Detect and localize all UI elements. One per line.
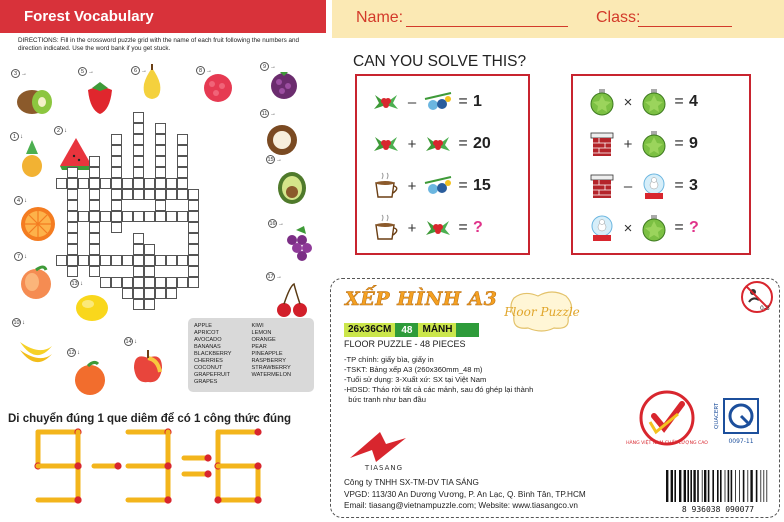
crossword-cell[interactable]: [111, 145, 122, 156]
fruit-label-16: 16 →: [269, 220, 284, 227]
crossword-cell[interactable]: [89, 266, 100, 277]
crossword-cell[interactable]: [67, 211, 78, 222]
word-bank-column-1: [194, 323, 232, 386]
quacert-text: QUACERT: [714, 402, 720, 429]
apple-icon: [128, 346, 168, 386]
crossword-cell[interactable]: [155, 211, 166, 222]
ornaments-icon: [423, 171, 453, 201]
quacert-code: 0097-11: [728, 438, 754, 445]
operator: –: [407, 93, 417, 111]
peach-icon: [16, 262, 56, 302]
barcode-bar: [731, 470, 733, 502]
equation-row: [371, 210, 483, 246]
crossword-cell[interactable]: [122, 255, 133, 266]
crossword-cell[interactable]: [56, 255, 67, 266]
equation-box-ornaments: [571, 74, 751, 255]
chimney-icon: [587, 171, 617, 201]
crossword-cell[interactable]: [155, 178, 166, 189]
equation-result: ?: [689, 219, 699, 236]
crossword-cell[interactable]: [78, 211, 89, 222]
crossword-cell[interactable]: [188, 233, 199, 244]
word-bank-entry: WATERMELON: [251, 372, 291, 378]
crossword-cell[interactable]: [111, 178, 122, 189]
crossword-cell[interactable]: [67, 200, 78, 211]
matchstick-puzzle-title: Di chuyển đúng 1 que diêm để có 1 công thức đúng: [8, 413, 292, 425]
crossword-cell[interactable]: [144, 277, 155, 288]
crossword-cell[interactable]: [188, 266, 199, 277]
crossword-cell[interactable]: [133, 167, 144, 178]
holly-icon: [371, 129, 401, 159]
crossword-cell[interactable]: [100, 255, 111, 266]
word-bank-entry: ORANGE: [251, 337, 276, 343]
barcode-bar: [717, 470, 719, 502]
crossword-cell[interactable]: [144, 178, 155, 189]
equals-sign: =: [458, 93, 468, 110]
crossword-cell[interactable]: [155, 167, 166, 178]
crossword-cell[interactable]: [111, 222, 122, 233]
crossword-cell[interactable]: [155, 255, 166, 266]
word-bank-entry: BANANAS: [194, 344, 221, 350]
company-line: VPGD: 113/30 An Dương Vương, P. An Lạc, Q. Bình Tân, TP.HCM: [344, 489, 586, 499]
company-line: Email: tiasang@vietnampuzzle.com; Website: www.tiasangco.vn: [344, 501, 578, 510]
crossword-cell[interactable]: [111, 167, 122, 178]
equation-row: [587, 168, 698, 204]
word-bank-entry: AVOCADO: [194, 337, 222, 343]
barcode: [660, 468, 776, 514]
equals-sign: =: [674, 93, 684, 110]
crossword-cell[interactable]: [67, 222, 78, 233]
blackberry-icon: [264, 64, 304, 104]
fruit-label-10: 10 ↓: [13, 319, 25, 326]
crossword-cell[interactable]: [133, 134, 144, 145]
crossword-cell[interactable]: [122, 288, 133, 299]
matchstick-head: [214, 496, 221, 503]
quality-badge: [626, 388, 708, 448]
crossword-cell[interactable]: [89, 222, 100, 233]
crossword-cell[interactable]: [188, 244, 199, 255]
crossword-cell[interactable]: [177, 255, 188, 266]
product-subtitle: FLOOR PUZZLE - 48 PIECES: [344, 339, 466, 349]
barcode-bar: [690, 470, 692, 502]
crossword-cell[interactable]: [89, 156, 100, 167]
crossword-cell[interactable]: [177, 211, 188, 222]
matchstick-head: [254, 428, 261, 435]
crossword-cell[interactable]: [89, 255, 100, 266]
equation-result: 20: [473, 135, 491, 152]
barcode-bar: [712, 470, 714, 502]
worksheet-title: Forest Vocabulary: [24, 8, 154, 25]
operator: +: [407, 135, 417, 153]
barcode-bar: [666, 470, 668, 502]
crossword-cell[interactable]: [111, 200, 122, 211]
fruit-label-9: 9 →: [260, 62, 276, 71]
crossword-cell[interactable]: [111, 277, 122, 288]
equation-row: [371, 168, 491, 204]
brand-name: TIASANG: [364, 464, 404, 472]
crossword-cell[interactable]: [155, 134, 166, 145]
operator: +: [623, 135, 633, 153]
info-line: -TSKT: Bảng xếp A3 (260x360mm_48 m): [344, 365, 483, 374]
crossword-cell[interactable]: [144, 288, 155, 299]
crossword-cell[interactable]: [100, 277, 111, 288]
barcode-bar: [763, 470, 764, 502]
operator: +: [407, 219, 417, 237]
ornaments-icon: [423, 87, 453, 117]
puzzle-title: CAN YOU SOLVE THIS?: [353, 53, 527, 70]
matchstick-head: [204, 470, 211, 477]
age-warning-icon: [740, 280, 774, 314]
crossword-cell[interactable]: [177, 145, 188, 156]
company-line: Công ty TNHH SX-TM-DV TIA SÁNG: [344, 478, 479, 487]
crossword-cell[interactable]: [89, 233, 100, 244]
word-bank-entry: RASPBERRY: [251, 358, 286, 364]
equals-sign: =: [458, 219, 468, 236]
barcode-bar: [671, 470, 673, 502]
crossword-cell[interactable]: [177, 178, 188, 189]
matchstick-head: [114, 462, 121, 469]
barcode-bar: [708, 470, 710, 502]
crossword-cell[interactable]: [67, 266, 78, 277]
pieces-count: 48: [401, 324, 413, 336]
crossword-cell[interactable]: [177, 167, 188, 178]
crossword-cell[interactable]: [144, 266, 155, 277]
class-label: Class:: [596, 9, 641, 26]
crossword-cell[interactable]: [133, 189, 144, 200]
crossword-cell[interactable]: [133, 112, 144, 123]
barcode-bar: [756, 470, 758, 502]
crossword-cell[interactable]: [177, 189, 188, 200]
fruit-label-7: 7 ↓: [14, 252, 27, 261]
equation-result: 3: [689, 177, 698, 194]
matchstick-head: [74, 462, 81, 469]
barcode-bar: [766, 470, 767, 502]
word-bank-entry: APPLE: [194, 323, 213, 329]
crossword-worksheet: [0, 0, 326, 522]
crossword-cell[interactable]: [188, 222, 199, 233]
name-label: Name:: [356, 9, 404, 26]
crossword-cell[interactable]: [133, 145, 144, 156]
word-bank-entry: CHERRIES: [194, 358, 223, 364]
holly-icon: [371, 87, 401, 117]
quality-badge-text: HÀNG VIỆT NAM CHẤT LƯỢNG CAO: [626, 441, 708, 446]
class-field[interactable]: [638, 26, 732, 27]
crossword-cell[interactable]: [100, 211, 111, 222]
equation-row: [587, 84, 698, 120]
matchstick-head: [204, 454, 211, 461]
crossword-cell[interactable]: [89, 244, 100, 255]
crossword-cell[interactable]: [133, 299, 144, 310]
barcode-bar: [684, 470, 686, 502]
cherries-icon: [272, 280, 312, 320]
crossword-cell[interactable]: [133, 244, 144, 255]
operator: +: [407, 177, 417, 195]
size-text: 26x36CM: [344, 323, 395, 337]
crossword-cell[interactable]: [188, 189, 199, 200]
company-info: [344, 477, 586, 512]
crossword-cell[interactable]: [56, 178, 67, 189]
word-bank-entry: GRAPEFRUIT: [194, 372, 231, 378]
word-bank-entry: STRAWBERRY: [251, 365, 291, 371]
barcode-bar: [693, 470, 695, 502]
barcode-bars: [666, 470, 767, 502]
crossword-cell[interactable]: [144, 255, 155, 266]
orange-icon: [18, 204, 58, 244]
crossword-cell[interactable]: [122, 178, 133, 189]
avocado-icon: [272, 166, 312, 206]
snow-globe-icon: [639, 171, 669, 201]
crossword-cell[interactable]: [133, 156, 144, 167]
pear-icon: [132, 62, 172, 102]
product-info-list: [344, 355, 644, 405]
crossword-cell[interactable]: [166, 211, 177, 222]
crossword-cell[interactable]: [67, 189, 78, 200]
equation-result: ?: [473, 219, 483, 236]
operator: ×: [623, 93, 633, 111]
pieces-word: MẢNH: [418, 323, 456, 337]
product-title: XẾP HÌNH A3: [345, 288, 498, 310]
equals-sign: =: [674, 135, 684, 152]
crossword-cell[interactable]: [67, 255, 78, 266]
equation-result: 4: [689, 93, 698, 110]
age-warning-text: 0-3: [760, 305, 770, 312]
crossword-grid: [56, 112, 256, 308]
barcode-bar: [750, 470, 752, 502]
bananas-icon: [16, 326, 56, 366]
word-bank-entry: PINEAPPLE: [251, 351, 283, 357]
directions-text: DIRECTIONS: Fill in the crossword puzzle grid with the name of each fruit following the numbers and direction indicated. Use the word bank if you get stuck.: [18, 37, 300, 52]
info-line: -HDSD: Tháo rời tất cả các mảnh, sau đó ghép lại thành: [344, 385, 534, 394]
barcode-bar: [725, 470, 726, 502]
crossword-cell[interactable]: [133, 211, 144, 222]
tiasang-logo: [346, 428, 426, 472]
crossword-cell[interactable]: [166, 178, 177, 189]
crossword-cell[interactable]: [111, 211, 122, 222]
crossword-cell[interactable]: [155, 145, 166, 156]
barcode-bar: [760, 470, 761, 502]
crossword-cell[interactable]: [144, 189, 155, 200]
grapefruit-icon: [70, 358, 110, 398]
holly-icon: [423, 129, 453, 159]
fruit-label-6: 6 →: [131, 66, 147, 75]
crossword-cell[interactable]: [177, 277, 188, 288]
crossword-cell[interactable]: [78, 178, 89, 189]
floor-puzzle-badge-text: Floor Puzzle: [504, 305, 580, 319]
equals-sign: =: [674, 219, 684, 236]
equation-box-holly: [355, 74, 530, 255]
crossword-cell[interactable]: [67, 178, 78, 189]
fruit-label-1: 1 ↓: [10, 132, 23, 141]
crossword-cell[interactable]: [188, 200, 199, 211]
crossword-cell[interactable]: [89, 178, 100, 189]
equals-sign: =: [458, 135, 468, 152]
fruit-label-2: 2 ↓: [54, 126, 67, 135]
word-bank-entry: KIWI: [251, 323, 264, 329]
info-line: -TP chính: giấy bìa, giấy in: [344, 355, 434, 364]
barcode-bar: [739, 470, 740, 502]
operator: ×: [623, 219, 633, 237]
word-bank-entry: LEMON: [251, 330, 272, 336]
crossword-cell[interactable]: [155, 123, 166, 134]
green-ball-icon: [639, 129, 669, 159]
crossword-cell[interactable]: [155, 277, 166, 288]
crossword-cell[interactable]: [89, 211, 100, 222]
crossword-cell[interactable]: [155, 189, 166, 200]
crossword-cell[interactable]: [166, 189, 177, 200]
size-bar: [344, 323, 479, 337]
matchstick-head: [254, 496, 261, 503]
fruit-label-8: 8 →: [196, 66, 212, 75]
barcode-bar: [735, 470, 736, 502]
info-line: bức tranh như ban đầu: [344, 395, 426, 404]
crossword-cell[interactable]: [188, 211, 199, 222]
kiwi-icon: [14, 80, 54, 120]
operator: –: [623, 177, 633, 195]
crossword-cell[interactable]: [155, 200, 166, 211]
holly-icon: [423, 213, 453, 243]
word-bank: [188, 318, 314, 392]
crossword-cell[interactable]: [166, 255, 177, 266]
barcode-bar: [679, 470, 681, 502]
equation-result: 9: [689, 135, 698, 152]
crossword-cell[interactable]: [122, 211, 133, 222]
fruit-label-11: 11 →: [261, 110, 276, 117]
barcode-bar: [674, 470, 676, 502]
crossword-cell[interactable]: [133, 266, 144, 277]
grapes-icon: [278, 224, 318, 264]
fruit-label-5: 5 →: [78, 67, 94, 76]
word-bank-column-2: [252, 323, 291, 386]
crossword-cell[interactable]: [111, 255, 122, 266]
word-bank-entry: COCONUT: [194, 365, 223, 371]
crossword-cell[interactable]: [144, 244, 155, 255]
equation-row: [371, 126, 491, 162]
crossword-cell[interactable]: [133, 277, 144, 288]
fruit-label-13: 13 ↓: [71, 280, 83, 287]
barcode-bar: [704, 470, 706, 502]
matchstick-equation: [30, 428, 300, 508]
barcode-bar: [747, 470, 748, 502]
crossword-cell[interactable]: [133, 288, 144, 299]
barcode-bar: [702, 470, 703, 502]
equation-result: 15: [473, 177, 491, 194]
crossword-cell[interactable]: [144, 211, 155, 222]
quacert-logo: [714, 397, 768, 447]
crossword-cell[interactable]: [166, 288, 177, 299]
crossword-cell[interactable]: [133, 233, 144, 244]
word-bank-entry: PEAR: [251, 344, 267, 350]
green-ball-icon: [639, 213, 669, 243]
crossword-cell[interactable]: [111, 134, 122, 145]
crossword-cell[interactable]: [133, 255, 144, 266]
crossword-cell[interactable]: [67, 233, 78, 244]
name-field[interactable]: [406, 26, 568, 27]
snow-globe-icon: [587, 213, 617, 243]
crossword-cell[interactable]: [155, 288, 166, 299]
crossword-cell[interactable]: [177, 134, 188, 145]
crossword-cell[interactable]: [122, 189, 133, 200]
crossword-cell[interactable]: [111, 189, 122, 200]
crossword-cell[interactable]: [78, 255, 89, 266]
crossword-cell[interactable]: [177, 156, 188, 167]
chimney-icon: [587, 129, 617, 159]
crossword-cell[interactable]: [89, 200, 100, 211]
matchstick-head: [254, 462, 261, 469]
crossword-cell[interactable]: [166, 277, 177, 288]
crossword-cell[interactable]: [67, 244, 78, 255]
barcode-bar: [720, 470, 722, 502]
fruit-label-14: 14 ↓: [125, 338, 137, 345]
crossword-cell[interactable]: [155, 156, 166, 167]
coffee-cup-icon: [371, 171, 401, 201]
fruit-label-3: 3 →: [11, 69, 27, 78]
barcode-bar: [743, 470, 745, 502]
floor-puzzle-badge: [504, 288, 580, 334]
matchstick-head: [164, 496, 171, 503]
crossword-cell[interactable]: [89, 189, 100, 200]
matchstick-head: [74, 496, 81, 503]
crossword-cell[interactable]: [100, 178, 111, 189]
fruit-label-15: 15 →: [267, 156, 282, 163]
crossword-cell[interactable]: [89, 167, 100, 178]
barcode-bar: [728, 470, 730, 502]
coffee-cup-icon: [371, 213, 401, 243]
crossword-cell[interactable]: [188, 277, 199, 288]
barcode-number: 8 936038 090077: [681, 505, 755, 514]
crossword-cell[interactable]: [133, 123, 144, 134]
green-ball-icon: [639, 87, 669, 117]
equation-row: [587, 210, 699, 246]
word-bank-entry: BLACKBERRY: [194, 351, 232, 357]
fruit-label-17: 17 →: [267, 273, 282, 280]
crossword-cell[interactable]: [133, 178, 144, 189]
crossword-cell[interactable]: [122, 277, 133, 288]
green-ball-icon: [587, 87, 617, 117]
pineapple-icon: [12, 138, 52, 178]
fruit-label-12: 12 ↓: [68, 349, 80, 356]
crossword-cell[interactable]: [111, 156, 122, 167]
raspberry-icon: [198, 66, 238, 106]
coconut-icon: [262, 118, 302, 158]
info-line: -Tuổi sử dụng: 3-Xuất xứ: SX tại Việt Nam: [344, 375, 487, 384]
equation-result: 1: [473, 93, 482, 110]
crossword-cell[interactable]: [144, 299, 155, 310]
crossword-cell[interactable]: [67, 167, 78, 178]
matchstick-head: [164, 462, 171, 469]
word-bank-entry: APRICOT: [194, 330, 219, 336]
equation-row: [587, 126, 698, 162]
word-bank-entry: GRAPES: [194, 379, 218, 385]
equation-row: [371, 84, 482, 120]
fruit-label-4: 4 ↓: [14, 196, 27, 205]
equals-sign: =: [458, 177, 468, 194]
barcode-bar: [687, 470, 689, 502]
equals-sign: =: [674, 177, 684, 194]
crossword-cell[interactable]: [188, 255, 199, 266]
barcode-bar: [697, 470, 699, 502]
